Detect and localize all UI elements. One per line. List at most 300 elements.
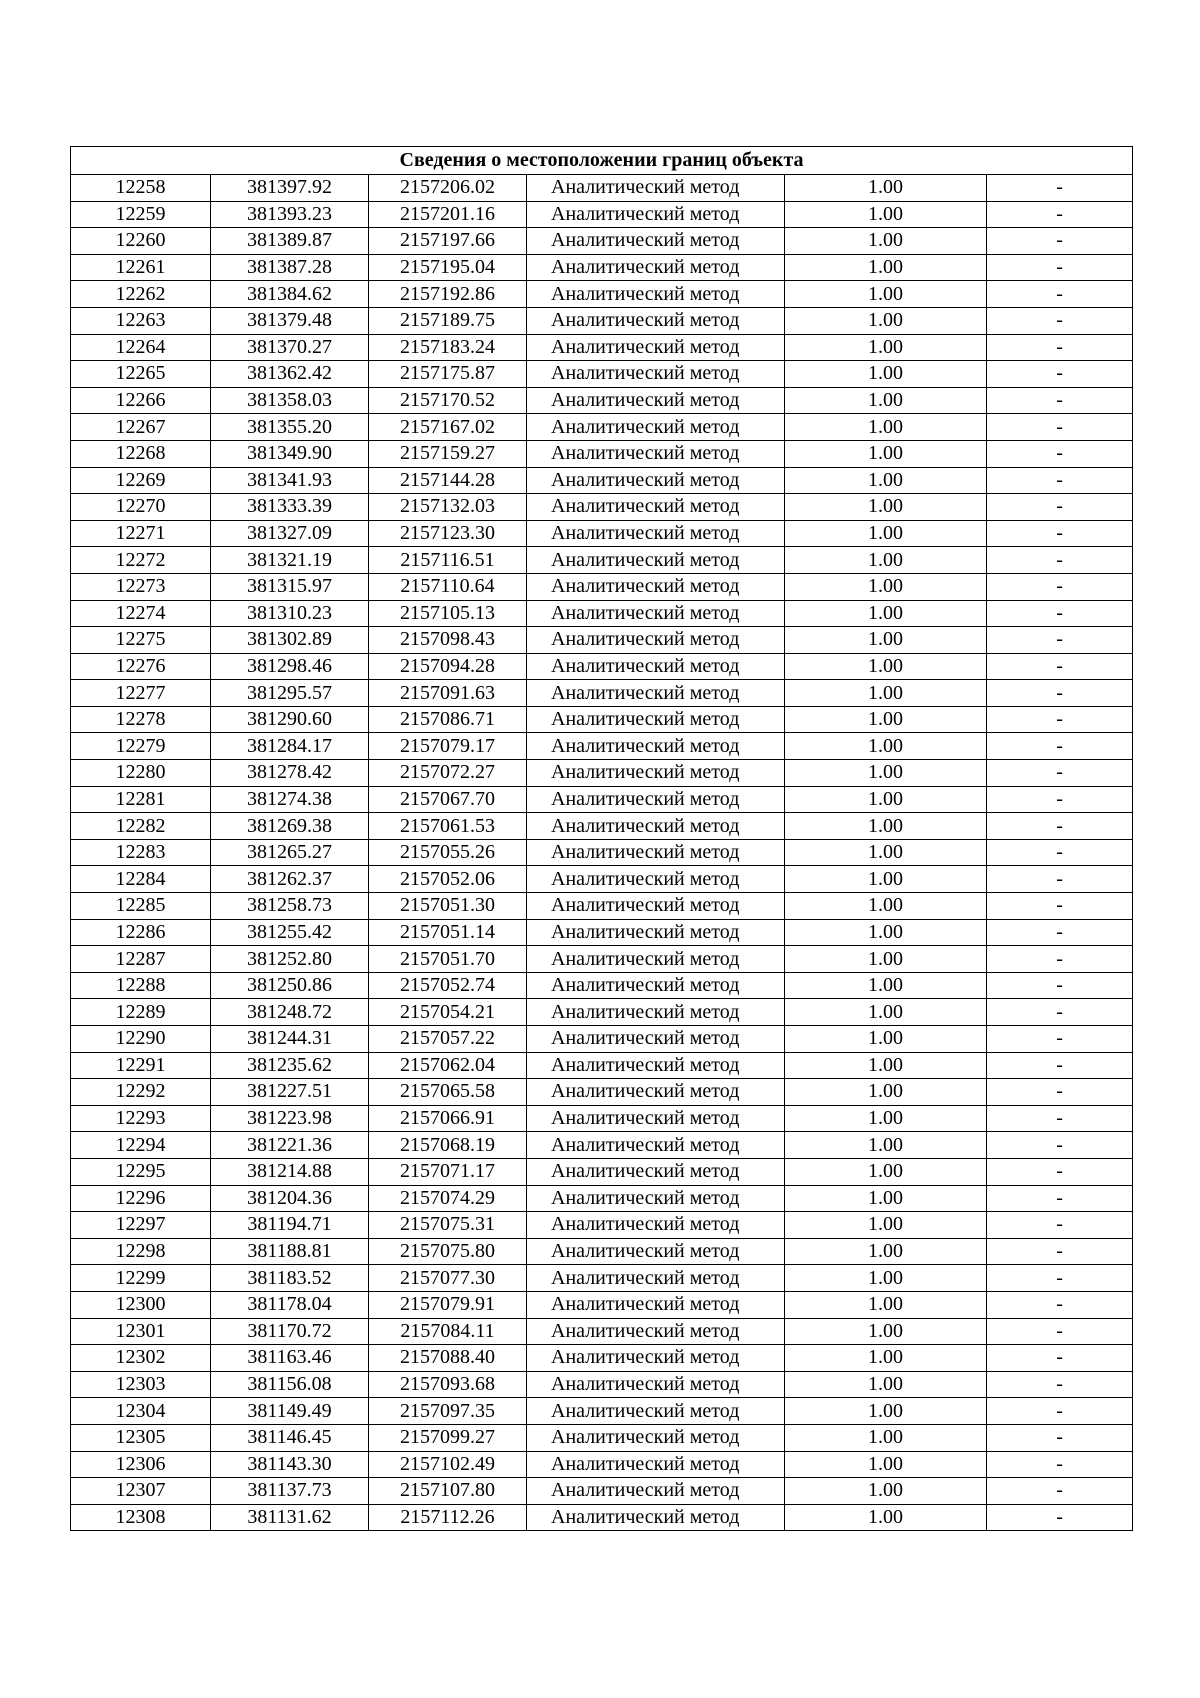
cell-method: Аналитический метод — [527, 1318, 785, 1345]
cell-note: - — [987, 547, 1133, 574]
table-row — [71, 228, 1133, 255]
cell-note: - — [987, 999, 1133, 1026]
cell-y-coordinate: 2157075.80 — [369, 1238, 527, 1265]
cell-method: Аналитический метод — [527, 1052, 785, 1079]
cell-point-number: 12293 — [71, 1105, 211, 1132]
table-row — [71, 361, 1133, 388]
cell-method: Аналитический метод — [527, 1105, 785, 1132]
cell-method: Аналитический метод — [527, 573, 785, 600]
cell-method: Аналитический метод — [527, 547, 785, 574]
cell-method: Аналитический метод — [527, 600, 785, 627]
cell-x-coordinate: 381188.81 — [211, 1238, 369, 1265]
cell-y-coordinate: 2157088.40 — [369, 1345, 527, 1372]
cell-method: Аналитический метод — [527, 494, 785, 521]
cell-point-number: 12284 — [71, 866, 211, 893]
cell-accuracy: 1.00 — [785, 1265, 987, 1292]
cell-x-coordinate: 381146.45 — [211, 1424, 369, 1451]
cell-y-coordinate: 2157201.16 — [369, 201, 527, 228]
cell-x-coordinate: 381358.03 — [211, 387, 369, 414]
table-row — [71, 201, 1133, 228]
cell-method: Аналитический метод — [527, 972, 785, 999]
cell-y-coordinate: 2157167.02 — [369, 414, 527, 441]
table-row — [71, 1238, 1133, 1265]
cell-method: Аналитический метод — [527, 786, 785, 813]
cell-x-coordinate: 381278.42 — [211, 760, 369, 787]
cell-y-coordinate: 2157052.74 — [369, 972, 527, 999]
cell-method: Аналитический метод — [527, 1079, 785, 1106]
cell-y-coordinate: 2157051.30 — [369, 893, 527, 920]
cell-point-number: 12272 — [71, 547, 211, 574]
cell-method: Аналитический метод — [527, 653, 785, 680]
cell-accuracy: 1.00 — [785, 1079, 987, 1106]
cell-y-coordinate: 2157061.53 — [369, 813, 527, 840]
cell-accuracy: 1.00 — [785, 813, 987, 840]
cell-note: - — [987, 201, 1133, 228]
coordinates-table — [70, 146, 1133, 1531]
cell-point-number: 12258 — [71, 175, 211, 202]
cell-accuracy: 1.00 — [785, 520, 987, 547]
cell-method: Аналитический метод — [527, 334, 785, 361]
cell-y-coordinate: 2157094.28 — [369, 653, 527, 680]
cell-method: Аналитический метод — [527, 866, 785, 893]
cell-x-coordinate: 381370.27 — [211, 334, 369, 361]
cell-accuracy: 1.00 — [785, 1504, 987, 1531]
cell-accuracy: 1.00 — [785, 839, 987, 866]
cell-accuracy: 1.00 — [785, 361, 987, 388]
cell-y-coordinate: 2157086.71 — [369, 706, 527, 733]
table-row — [71, 387, 1133, 414]
table-row — [71, 1345, 1133, 1372]
cell-method: Аналитический метод — [527, 1185, 785, 1212]
cell-point-number: 12279 — [71, 733, 211, 760]
cell-method: Аналитический метод — [527, 813, 785, 840]
cell-accuracy: 1.00 — [785, 1158, 987, 1185]
table-row — [71, 307, 1133, 334]
cell-point-number: 12274 — [71, 600, 211, 627]
cell-accuracy: 1.00 — [785, 1424, 987, 1451]
cell-point-number: 12270 — [71, 494, 211, 521]
cell-x-coordinate: 381310.23 — [211, 600, 369, 627]
cell-y-coordinate: 2157206.02 — [369, 175, 527, 202]
cell-note: - — [987, 281, 1133, 308]
cell-method: Аналитический метод — [527, 361, 785, 388]
cell-note: - — [987, 1158, 1133, 1185]
cell-accuracy: 1.00 — [785, 467, 987, 494]
cell-y-coordinate: 2157123.30 — [369, 520, 527, 547]
table-row — [71, 919, 1133, 946]
cell-y-coordinate: 2157079.17 — [369, 733, 527, 760]
cell-x-coordinate: 381262.37 — [211, 866, 369, 893]
cell-method: Аналитический метод — [527, 839, 785, 866]
table-row — [71, 1105, 1133, 1132]
cell-point-number: 12301 — [71, 1318, 211, 1345]
cell-x-coordinate: 381248.72 — [211, 999, 369, 1026]
cell-point-number: 12306 — [71, 1451, 211, 1478]
cell-point-number: 12300 — [71, 1291, 211, 1318]
cell-point-number: 12302 — [71, 1345, 211, 1372]
cell-method: Аналитический метод — [527, 946, 785, 973]
cell-method: Аналитический метод — [527, 440, 785, 467]
cell-method: Аналитический метод — [527, 1132, 785, 1159]
cell-note: - — [987, 440, 1133, 467]
table-row — [71, 653, 1133, 680]
cell-note: - — [987, 1318, 1133, 1345]
table-row — [71, 175, 1133, 202]
cell-method: Аналитический метод — [527, 175, 785, 202]
cell-method: Аналитический метод — [527, 733, 785, 760]
cell-note: - — [987, 706, 1133, 733]
cell-note: - — [987, 627, 1133, 654]
cell-x-coordinate: 381214.88 — [211, 1158, 369, 1185]
cell-x-coordinate: 381244.31 — [211, 1026, 369, 1053]
cell-accuracy: 1.00 — [785, 494, 987, 521]
cell-accuracy: 1.00 — [785, 972, 987, 999]
cell-accuracy: 1.00 — [785, 228, 987, 255]
cell-note: - — [987, 893, 1133, 920]
cell-y-coordinate: 2157052.06 — [369, 866, 527, 893]
cell-y-coordinate: 2157159.27 — [369, 440, 527, 467]
cell-note: - — [987, 414, 1133, 441]
cell-note: - — [987, 680, 1133, 707]
cell-point-number: 12299 — [71, 1265, 211, 1292]
cell-x-coordinate: 381295.57 — [211, 680, 369, 707]
cell-point-number: 12294 — [71, 1132, 211, 1159]
cell-note: - — [987, 1478, 1133, 1505]
cell-point-number: 12303 — [71, 1371, 211, 1398]
table-row — [71, 1212, 1133, 1239]
cell-x-coordinate: 381327.09 — [211, 520, 369, 547]
cell-point-number: 12285 — [71, 893, 211, 920]
table-row — [71, 972, 1133, 999]
cell-method: Аналитический метод — [527, 1265, 785, 1292]
cell-note: - — [987, 334, 1133, 361]
table-row — [71, 600, 1133, 627]
cell-accuracy: 1.00 — [785, 1052, 987, 1079]
cell-note: - — [987, 1026, 1133, 1053]
cell-note: - — [987, 1132, 1133, 1159]
cell-method: Аналитический метод — [527, 680, 785, 707]
cell-note: - — [987, 972, 1133, 999]
cell-accuracy: 1.00 — [785, 1291, 987, 1318]
cell-y-coordinate: 2157116.51 — [369, 547, 527, 574]
cell-point-number: 12275 — [71, 627, 211, 654]
cell-y-coordinate: 2157077.30 — [369, 1265, 527, 1292]
cell-point-number: 12278 — [71, 706, 211, 733]
cell-y-coordinate: 2157192.86 — [369, 281, 527, 308]
cell-method: Аналитический метод — [527, 281, 785, 308]
cell-x-coordinate: 381315.97 — [211, 573, 369, 600]
cell-accuracy: 1.00 — [785, 201, 987, 228]
cell-x-coordinate: 381163.46 — [211, 1345, 369, 1372]
cell-y-coordinate: 2157197.66 — [369, 228, 527, 255]
cell-point-number: 12282 — [71, 813, 211, 840]
cell-x-coordinate: 381387.28 — [211, 254, 369, 281]
cell-accuracy: 1.00 — [785, 893, 987, 920]
cell-x-coordinate: 381384.62 — [211, 281, 369, 308]
table-row — [71, 1158, 1133, 1185]
cell-method: Аналитический метод — [527, 1212, 785, 1239]
cell-note: - — [987, 228, 1133, 255]
cell-y-coordinate: 2157071.17 — [369, 1158, 527, 1185]
cell-y-coordinate: 2157093.68 — [369, 1371, 527, 1398]
table-row — [71, 1265, 1133, 1292]
cell-y-coordinate: 2157055.26 — [369, 839, 527, 866]
cell-point-number: 12277 — [71, 680, 211, 707]
cell-accuracy: 1.00 — [785, 1105, 987, 1132]
cell-point-number: 12289 — [71, 999, 211, 1026]
cell-y-coordinate: 2157175.87 — [369, 361, 527, 388]
cell-y-coordinate: 2157065.58 — [369, 1079, 527, 1106]
cell-accuracy: 1.00 — [785, 999, 987, 1026]
cell-accuracy: 1.00 — [785, 1478, 987, 1505]
cell-method: Аналитический метод — [527, 893, 785, 920]
cell-y-coordinate: 2157189.75 — [369, 307, 527, 334]
table-row — [71, 839, 1133, 866]
cell-x-coordinate: 381204.36 — [211, 1185, 369, 1212]
cell-accuracy: 1.00 — [785, 919, 987, 946]
cell-note: - — [987, 813, 1133, 840]
cell-x-coordinate: 381143.30 — [211, 1451, 369, 1478]
cell-method: Аналитический метод — [527, 467, 785, 494]
table-row — [71, 1026, 1133, 1053]
table-row — [71, 1478, 1133, 1505]
cell-y-coordinate: 2157132.03 — [369, 494, 527, 521]
cell-method: Аналитический метод — [527, 999, 785, 1026]
table-title: Сведения о местоположении границ объекта — [71, 147, 1133, 175]
cell-accuracy: 1.00 — [785, 440, 987, 467]
cell-y-coordinate: 2157075.31 — [369, 1212, 527, 1239]
cell-y-coordinate: 2157072.27 — [369, 760, 527, 787]
cell-method: Аналитический метод — [527, 1371, 785, 1398]
cell-accuracy: 1.00 — [785, 733, 987, 760]
cell-point-number: 12264 — [71, 334, 211, 361]
cell-x-coordinate: 381156.08 — [211, 1371, 369, 1398]
cell-point-number: 12273 — [71, 573, 211, 600]
cell-note: - — [987, 1398, 1133, 1425]
cell-point-number: 12298 — [71, 1238, 211, 1265]
cell-note: - — [987, 919, 1133, 946]
cell-accuracy: 1.00 — [785, 946, 987, 973]
cell-x-coordinate: 381298.46 — [211, 653, 369, 680]
cell-x-coordinate: 381274.38 — [211, 786, 369, 813]
cell-point-number: 12308 — [71, 1504, 211, 1531]
cell-method: Аналитический метод — [527, 387, 785, 414]
cell-accuracy: 1.00 — [785, 281, 987, 308]
cell-note: - — [987, 1424, 1133, 1451]
cell-y-coordinate: 2157084.11 — [369, 1318, 527, 1345]
table-row — [71, 1371, 1133, 1398]
cell-point-number: 12268 — [71, 440, 211, 467]
table-row — [71, 706, 1133, 733]
cell-x-coordinate: 381341.93 — [211, 467, 369, 494]
cell-y-coordinate: 2157098.43 — [369, 627, 527, 654]
cell-note: - — [987, 1105, 1133, 1132]
cell-accuracy: 1.00 — [785, 1212, 987, 1239]
cell-accuracy: 1.00 — [785, 1238, 987, 1265]
cell-point-number: 12271 — [71, 520, 211, 547]
cell-accuracy: 1.00 — [785, 414, 987, 441]
cell-point-number: 12262 — [71, 281, 211, 308]
cell-point-number: 12297 — [71, 1212, 211, 1239]
cell-point-number: 12292 — [71, 1079, 211, 1106]
cell-note: - — [987, 760, 1133, 787]
table-row — [71, 1185, 1133, 1212]
cell-accuracy: 1.00 — [785, 706, 987, 733]
cell-accuracy: 1.00 — [785, 1026, 987, 1053]
cell-accuracy: 1.00 — [785, 254, 987, 281]
cell-x-coordinate: 381227.51 — [211, 1079, 369, 1106]
coordinates-table-body — [71, 147, 1133, 1531]
cell-note: - — [987, 520, 1133, 547]
cell-y-coordinate: 2157091.63 — [369, 680, 527, 707]
cell-method: Аналитический метод — [527, 1238, 785, 1265]
cell-method: Аналитический метод — [527, 414, 785, 441]
table-row — [71, 1398, 1133, 1425]
cell-point-number: 12296 — [71, 1185, 211, 1212]
cell-x-coordinate: 381183.52 — [211, 1265, 369, 1292]
table-row — [71, 813, 1133, 840]
cell-note: - — [987, 1185, 1133, 1212]
cell-point-number: 12305 — [71, 1424, 211, 1451]
cell-note: - — [987, 653, 1133, 680]
cell-point-number: 12266 — [71, 387, 211, 414]
table-row — [71, 866, 1133, 893]
table-row — [71, 520, 1133, 547]
cell-point-number: 12267 — [71, 414, 211, 441]
table-row — [71, 254, 1133, 281]
cell-x-coordinate: 381223.98 — [211, 1105, 369, 1132]
cell-note: - — [987, 254, 1133, 281]
cell-y-coordinate: 2157051.14 — [369, 919, 527, 946]
cell-x-coordinate: 381235.62 — [211, 1052, 369, 1079]
cell-accuracy: 1.00 — [785, 1132, 987, 1159]
cell-x-coordinate: 381302.89 — [211, 627, 369, 654]
cell-x-coordinate: 381362.42 — [211, 361, 369, 388]
cell-x-coordinate: 381255.42 — [211, 919, 369, 946]
cell-note: - — [987, 573, 1133, 600]
cell-accuracy: 1.00 — [785, 387, 987, 414]
cell-x-coordinate: 381258.73 — [211, 893, 369, 920]
cell-note: - — [987, 1238, 1133, 1265]
cell-x-coordinate: 381397.92 — [211, 175, 369, 202]
cell-method: Аналитический метод — [527, 520, 785, 547]
cell-accuracy: 1.00 — [785, 680, 987, 707]
cell-note: - — [987, 1265, 1133, 1292]
cell-x-coordinate: 381252.80 — [211, 946, 369, 973]
cell-y-coordinate: 2157107.80 — [369, 1478, 527, 1505]
cell-point-number: 12291 — [71, 1052, 211, 1079]
cell-method: Аналитический метод — [527, 1291, 785, 1318]
cell-x-coordinate: 381389.87 — [211, 228, 369, 255]
cell-accuracy: 1.00 — [785, 1345, 987, 1372]
cell-point-number: 12261 — [71, 254, 211, 281]
table-row — [71, 627, 1133, 654]
table-row — [71, 334, 1133, 361]
table-row — [71, 281, 1133, 308]
cell-note: - — [987, 361, 1133, 388]
cell-y-coordinate: 2157066.91 — [369, 1105, 527, 1132]
cell-method: Аналитический метод — [527, 228, 785, 255]
cell-y-coordinate: 2157183.24 — [369, 334, 527, 361]
cell-y-coordinate: 2157144.28 — [369, 467, 527, 494]
table-row — [71, 680, 1133, 707]
cell-x-coordinate: 381333.39 — [211, 494, 369, 521]
cell-y-coordinate: 2157074.29 — [369, 1185, 527, 1212]
cell-x-coordinate: 381131.62 — [211, 1504, 369, 1531]
cell-method: Аналитический метод — [527, 254, 785, 281]
cell-x-coordinate: 381194.71 — [211, 1212, 369, 1239]
cell-accuracy: 1.00 — [785, 1371, 987, 1398]
cell-note: - — [987, 1345, 1133, 1372]
table-row — [71, 1318, 1133, 1345]
table-row — [71, 946, 1133, 973]
cell-x-coordinate: 381290.60 — [211, 706, 369, 733]
table-row — [71, 893, 1133, 920]
cell-note: - — [987, 839, 1133, 866]
cell-point-number: 12281 — [71, 786, 211, 813]
cell-y-coordinate: 2157102.49 — [369, 1451, 527, 1478]
cell-y-coordinate: 2157054.21 — [369, 999, 527, 1026]
cell-note: - — [987, 733, 1133, 760]
cell-point-number: 12304 — [71, 1398, 211, 1425]
cell-note: - — [987, 1291, 1133, 1318]
cell-point-number: 12269 — [71, 467, 211, 494]
cell-x-coordinate: 381349.90 — [211, 440, 369, 467]
cell-method: Аналитический метод — [527, 1451, 785, 1478]
cell-y-coordinate: 2157105.13 — [369, 600, 527, 627]
cell-method: Аналитический метод — [527, 919, 785, 946]
table-title-row — [71, 147, 1133, 175]
cell-accuracy: 1.00 — [785, 547, 987, 574]
cell-point-number: 12286 — [71, 919, 211, 946]
cell-accuracy: 1.00 — [785, 627, 987, 654]
cell-y-coordinate: 2157068.19 — [369, 1132, 527, 1159]
cell-note: - — [987, 494, 1133, 521]
cell-method: Аналитический метод — [527, 201, 785, 228]
cell-note: - — [987, 1079, 1133, 1106]
cell-point-number: 12280 — [71, 760, 211, 787]
cell-note: - — [987, 1451, 1133, 1478]
cell-accuracy: 1.00 — [785, 573, 987, 600]
cell-method: Аналитический метод — [527, 760, 785, 787]
table-row — [71, 1424, 1133, 1451]
table-row — [71, 733, 1133, 760]
cell-method: Аналитический метод — [527, 1158, 785, 1185]
cell-accuracy: 1.00 — [785, 1451, 987, 1478]
cell-note: - — [987, 387, 1133, 414]
cell-point-number: 12290 — [71, 1026, 211, 1053]
cell-x-coordinate: 381178.04 — [211, 1291, 369, 1318]
cell-note: - — [987, 600, 1133, 627]
cell-note: - — [987, 946, 1133, 973]
cell-note: - — [987, 307, 1133, 334]
cell-x-coordinate: 381221.36 — [211, 1132, 369, 1159]
cell-point-number: 12276 — [71, 653, 211, 680]
cell-note: - — [987, 175, 1133, 202]
cell-y-coordinate: 2157099.27 — [369, 1424, 527, 1451]
cell-x-coordinate: 381393.23 — [211, 201, 369, 228]
cell-accuracy: 1.00 — [785, 653, 987, 680]
cell-accuracy: 1.00 — [785, 334, 987, 361]
cell-note: - — [987, 467, 1133, 494]
cell-note: - — [987, 1371, 1133, 1398]
cell-x-coordinate: 381170.72 — [211, 1318, 369, 1345]
cell-x-coordinate: 381321.19 — [211, 547, 369, 574]
cell-x-coordinate: 381355.20 — [211, 414, 369, 441]
cell-point-number: 12265 — [71, 361, 211, 388]
cell-method: Аналитический метод — [527, 1345, 785, 1372]
cell-x-coordinate: 381284.17 — [211, 733, 369, 760]
